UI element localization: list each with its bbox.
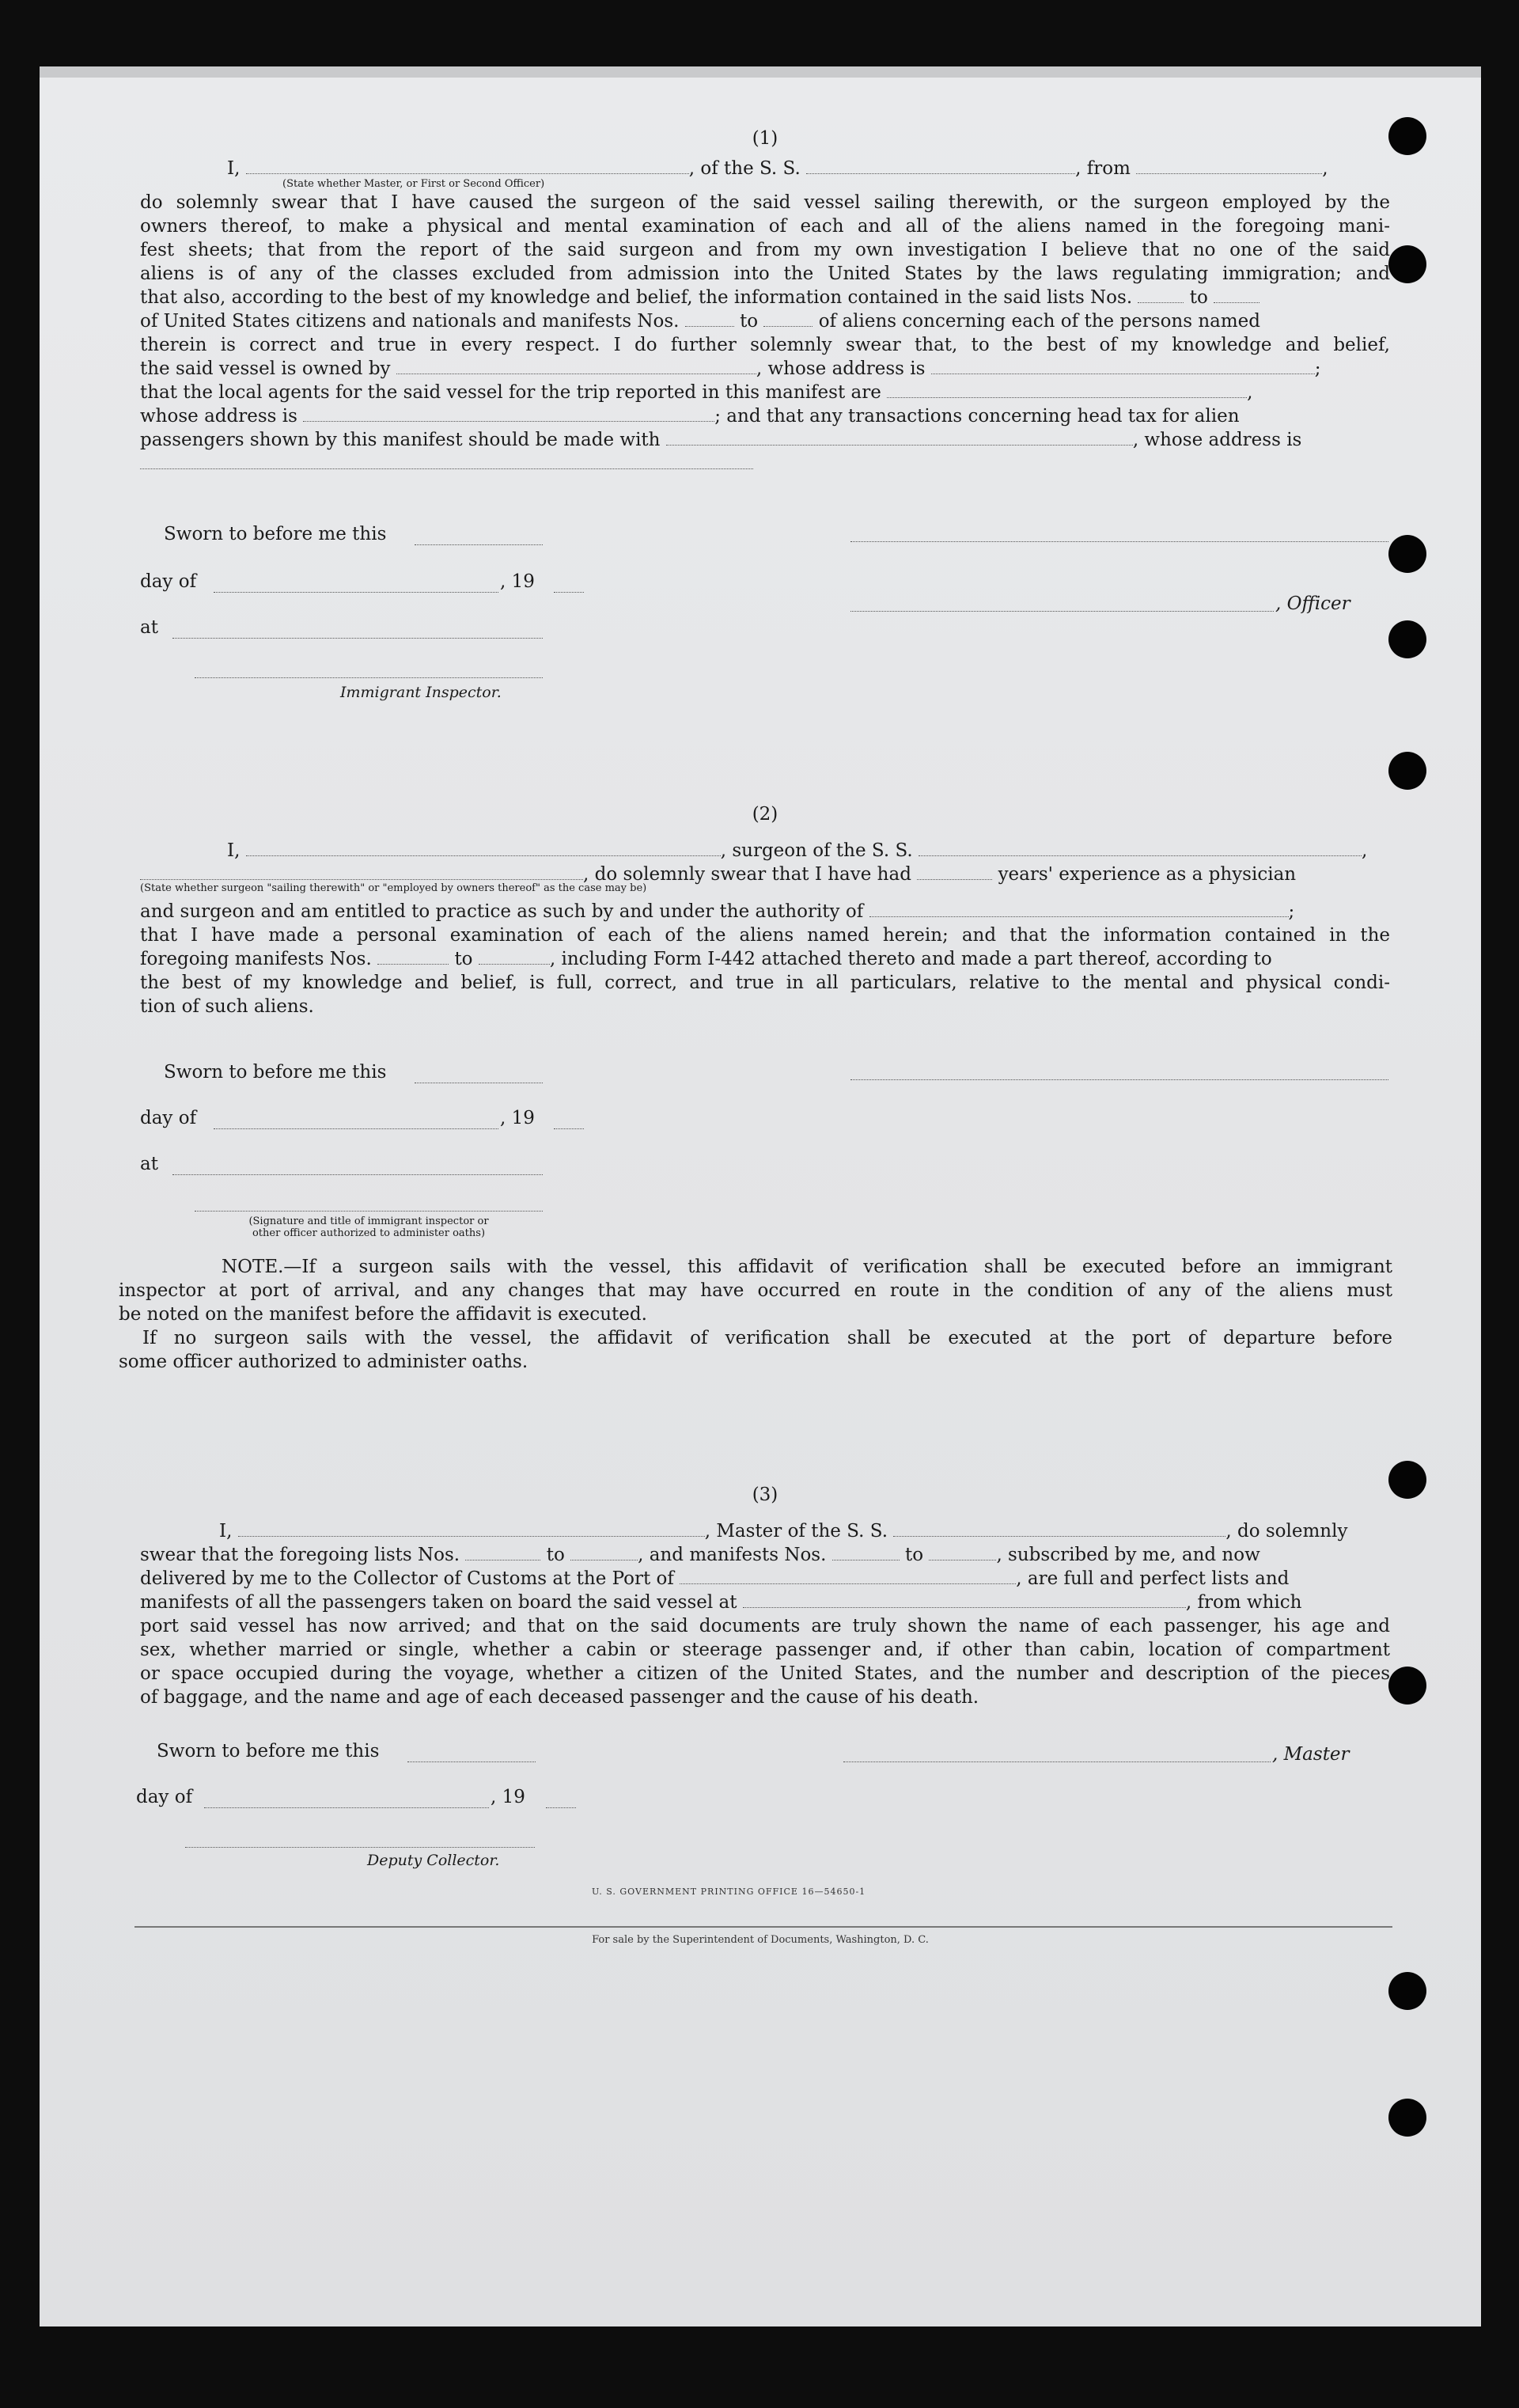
section-number: (1) xyxy=(752,128,778,149)
lists-from-field[interactable] xyxy=(465,1544,540,1560)
line-text: , from which xyxy=(1185,1592,1302,1613)
line-text: ; and that any transactions concerning head tax for alien xyxy=(714,406,1240,427)
year-field[interactable] xyxy=(554,1128,584,1129)
line-text: that also, according to the best of my knowledge and belief, the information contained in the said lists Nos. xyxy=(140,287,1133,308)
inspector-caption: Immigrant Inspector. xyxy=(340,684,502,701)
day-field[interactable] xyxy=(214,592,498,593)
affidavit-section-2 xyxy=(140,802,1390,1018)
paragraph-line: of baggage, and the name and age of each deceased passenger and the cause of his death. xyxy=(140,1687,979,1708)
owner-field[interactable] xyxy=(396,358,756,374)
surgeon-caption: (State whether surgeon "sailing therewith" or "employed by owners thereof" as the case may be) xyxy=(140,882,647,894)
paragraph-line: that I have made a personal examination of each of the aliens named herein; and that the information contained in the xyxy=(140,925,1390,946)
line-text: to xyxy=(905,1545,924,1565)
line-text: the said vessel is owned by xyxy=(140,358,391,379)
day-field[interactable] xyxy=(214,1128,498,1129)
line-text: whose address is xyxy=(140,406,297,427)
sworn-date-field[interactable] xyxy=(407,1761,536,1762)
year-field[interactable] xyxy=(554,592,584,593)
footer-rule xyxy=(134,1926,1392,1928)
line-text: , xyxy=(1322,158,1328,179)
line-text: manifests of all the passengers taken on board the said vessel at xyxy=(140,1592,737,1613)
lists-to-field[interactable] xyxy=(570,1544,638,1560)
line-text: , do solemnly xyxy=(1225,1521,1348,1541)
line-text: years' experience as a physician xyxy=(998,864,1297,885)
line-text: to xyxy=(1189,287,1208,308)
day-label: day of xyxy=(136,1787,193,1807)
inspector-signature-field[interactable] xyxy=(195,1211,543,1212)
sworn-label: Sworn to before me this xyxy=(164,524,387,544)
inspector-signature-field[interactable] xyxy=(195,677,543,678)
vessel-name-field[interactable] xyxy=(893,1520,1225,1537)
line-text: , and manifests Nos. xyxy=(638,1545,827,1565)
manifests-to-field[interactable] xyxy=(929,1544,996,1560)
master-label: , Master xyxy=(1272,1744,1350,1765)
line-text: of United States citizens and nationals and manifests Nos. xyxy=(140,311,680,332)
officer-signature-line-2[interactable] xyxy=(850,611,1274,612)
note-line: If no surgeon sails with the vessel, the affidavit of verification shall be executed at the port of departure before xyxy=(142,1328,1392,1348)
line-text: , xyxy=(1362,840,1368,861)
lists-from-field[interactable] xyxy=(1138,286,1184,303)
at-field[interactable] xyxy=(172,638,543,639)
paragraph-line: tion of such aliens. xyxy=(140,996,314,1017)
paragraph-line: the best of my knowledge and belief, is full, correct, and true in all particulars, relative to the mental and physical condi- xyxy=(140,973,1390,993)
at-field[interactable] xyxy=(172,1174,543,1175)
collector-caption: Deputy Collector. xyxy=(367,1852,500,1869)
line-text: , Master of the S. S. xyxy=(704,1521,888,1541)
paragraph-line: sex, whether married or single, whether a cabin or steerage passenger and, if other than cabin, location of compartment xyxy=(140,1640,1390,1660)
punch-hole xyxy=(1388,2099,1426,2137)
paragraph-line: owners thereof, to make a physical and mental examination of each and all of the aliens named in the foregoing mani- xyxy=(140,216,1390,237)
sworn-label: Sworn to before me this xyxy=(164,1062,387,1083)
line-text: swear that the foregoing lists Nos. xyxy=(140,1545,460,1565)
embarkation-port-field[interactable] xyxy=(743,1591,1186,1608)
line-text: , of the S. S. xyxy=(688,158,801,179)
line-text: delivered by me to the Collector of Customs at the Port of xyxy=(140,1568,674,1589)
vessel-name-field[interactable] xyxy=(919,840,1362,856)
line-text: , are full and perfect lists and xyxy=(1016,1568,1290,1589)
line-text: foregoing manifests Nos. xyxy=(140,949,372,969)
sworn-date-field[interactable] xyxy=(415,544,543,545)
footer-text: For sale by the Superintendent of Documents, Washington, D. C. xyxy=(592,1934,929,1946)
punch-hole xyxy=(1388,620,1426,658)
vessel-name-field[interactable] xyxy=(806,157,1075,174)
agent-address-field[interactable] xyxy=(303,405,714,422)
affidavit-section-3 xyxy=(140,1483,1390,1709)
line-text: , from xyxy=(1075,158,1131,179)
line-text: passengers shown by this manifest should be made with xyxy=(140,430,661,450)
head-tax-address-field[interactable] xyxy=(140,453,753,469)
paragraph-line: do solemnly swear that I have caused the surgeon of the said vessel sailing therewith, or the surgeon employed by the xyxy=(140,192,1390,213)
officer-field[interactable] xyxy=(246,157,689,174)
day-label: day of xyxy=(140,1108,197,1128)
line-text: to xyxy=(740,311,759,332)
surgeon-status-field[interactable] xyxy=(140,863,583,880)
port-field[interactable] xyxy=(680,1568,1016,1584)
officer-label: , Officer xyxy=(1275,593,1350,614)
line-text: , whose address is xyxy=(756,358,926,379)
local-agents-field[interactable] xyxy=(887,381,1247,398)
day-label: day of xyxy=(140,571,197,592)
manifests-from-field[interactable] xyxy=(832,1544,900,1560)
paragraph-line: therein is correct and true in every respect. I do further solemnly swear that, to the best of my knowledge and belief, xyxy=(140,335,1390,355)
owner-address-field[interactable] xyxy=(931,358,1315,374)
line-text: , surgeon of the S. S. xyxy=(720,840,913,861)
punch-hole xyxy=(1388,245,1426,283)
punch-hole xyxy=(1388,117,1426,155)
year-field[interactable] xyxy=(546,1807,576,1808)
punch-hole xyxy=(1388,1972,1426,2010)
manifests-to-field[interactable] xyxy=(763,310,813,327)
paragraph-line: fest sheets; that from the report of the said surgeon and from my own investigation I believe that no one of the said xyxy=(140,240,1390,260)
day-field[interactable] xyxy=(204,1807,489,1808)
paragraph-line: aliens is of any of the classes excluded from admission into the United States by the laws regulating immigration; and xyxy=(140,264,1390,284)
manifests-to-field[interactable] xyxy=(479,948,550,965)
line-text: I, xyxy=(219,1521,233,1541)
note-line: NOTE.—If a surgeon sails with the vessel, this affidavit of verification shall be executed before an immigrant xyxy=(222,1257,1392,1277)
line-text: , including Form I-442 attached thereto and made a part thereof, according to xyxy=(549,949,1272,969)
section-number: (3) xyxy=(752,1485,778,1505)
officer-signature-line-1[interactable] xyxy=(850,541,1388,542)
affidavit-section-1 xyxy=(140,127,1390,476)
note-block xyxy=(119,1255,1392,1374)
line-text: ; xyxy=(1314,358,1321,379)
line-text: ; xyxy=(1288,901,1295,922)
line-text: and surgeon and am entitled to practice as such by and under the authority of xyxy=(140,901,864,922)
note-line: inspector at port of arrival, and any changes that may have occurred en route in the condition of any of the aliens must xyxy=(119,1280,1392,1301)
line-text: that the local agents for the said vessel for the trip reported in this manifest are xyxy=(140,382,881,403)
line-text: I, xyxy=(227,840,241,861)
officer-caption: (State whether Master, or First or Second Officer) xyxy=(282,178,545,190)
caption-line: other officer authorized to administer oaths) xyxy=(252,1227,486,1239)
paragraph-line: port said vessel has now arrived; and that on the said documents are truly shown the name of each passenger, his age and xyxy=(140,1616,1390,1636)
years-experience-field[interactable] xyxy=(917,863,992,880)
collector-signature-field[interactable] xyxy=(185,1847,535,1848)
printer-imprint: U. S. GOVERNMENT PRINTING OFFICE 16—54650-1 xyxy=(592,1887,866,1897)
sworn-label: Sworn to before me this xyxy=(157,1741,380,1761)
master-name-field[interactable] xyxy=(238,1520,705,1537)
lists-to-field[interactable] xyxy=(1214,286,1260,303)
year-label: , 19 xyxy=(491,1787,525,1807)
at-label: at xyxy=(140,617,158,638)
at-label: at xyxy=(140,1154,158,1174)
scan-edge xyxy=(40,66,1481,78)
line-text: of aliens concerning each of the persons named xyxy=(818,311,1261,332)
year-label: , 19 xyxy=(500,571,535,592)
line-text: , whose address is xyxy=(1132,430,1302,450)
line-text: , do solemnly swear that I have had xyxy=(583,864,911,885)
line-text: , xyxy=(1247,382,1253,403)
line-text: I, xyxy=(227,158,241,179)
punch-hole xyxy=(1388,1667,1426,1705)
punch-hole xyxy=(1388,535,1426,573)
from-port-field[interactable] xyxy=(1136,157,1322,174)
line-text: to xyxy=(454,949,473,969)
manifests-from-field[interactable] xyxy=(377,948,449,965)
surgeon-name-field[interactable] xyxy=(246,840,721,856)
surgeon-signature-line[interactable] xyxy=(850,1079,1388,1080)
caption-line: (Signature and title of immigrant inspector or xyxy=(248,1215,489,1227)
line-text: to xyxy=(546,1545,565,1565)
manifests-from-field[interactable] xyxy=(685,310,734,327)
form-page xyxy=(40,66,1481,2326)
year-label: , 19 xyxy=(500,1108,535,1128)
note-line: some officer authorized to administer oaths. xyxy=(119,1352,528,1372)
line-text: , subscribed by me, and now xyxy=(996,1545,1260,1565)
inspector-caption xyxy=(195,1215,543,1239)
paragraph-line: or space occupied during the voyage, whether a citizen of the United States, and the number and description of the pieces xyxy=(140,1663,1390,1684)
note-line: be noted on the manifest before the affidavit is executed. xyxy=(119,1304,647,1325)
authority-field[interactable] xyxy=(869,901,1289,917)
head-tax-contact-field[interactable] xyxy=(666,429,1133,446)
punch-hole xyxy=(1388,1461,1426,1499)
punch-hole xyxy=(1388,752,1426,790)
section-number: (2) xyxy=(752,804,778,825)
master-signature-field[interactable] xyxy=(843,1761,1271,1762)
